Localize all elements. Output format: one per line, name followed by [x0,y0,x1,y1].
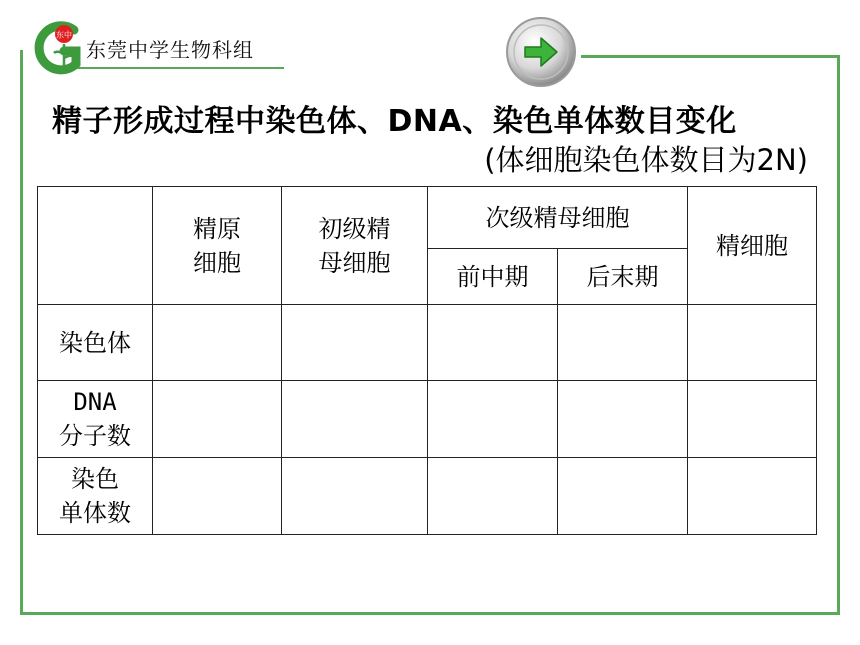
table-cell[interactable] [282,305,428,381]
frame-top-left [74,67,284,69]
table-cell[interactable] [282,381,428,458]
table-cell[interactable] [153,458,282,535]
page-title [52,96,812,140]
table-row [38,381,817,458]
title-part-1: 精子形成过程中染色体、 [52,104,388,139]
table-row [38,458,817,535]
header-secondary-early: 前中期 [428,249,558,305]
frame-right [837,55,840,615]
frame-bottom [20,612,840,615]
header-spermatogonium-line1: 精原 [193,214,241,243]
row-label-chromosome [38,305,153,381]
table-cell[interactable] [282,458,428,535]
logo-badge-text: 东中 [56,30,72,40]
table-cell[interactable] [428,305,558,381]
row-label-line: DNA [73,388,117,416]
header-secondary-late: 后末期 [558,249,688,305]
table-cell[interactable] [688,381,817,458]
row-label-chromatid [38,458,153,535]
table-cell[interactable] [153,305,282,381]
header-spermatogonium [153,187,282,305]
school-logo [30,20,90,82]
row-label-line: 染色体 [59,328,131,357]
title-part-dna: DNA [387,104,463,139]
row-label-line: 单体数 [59,499,131,527]
chromosome-count-table [37,186,817,535]
table-cell[interactable] [688,305,817,381]
header-spermatid: 精细胞 [688,187,817,305]
table-cell[interactable] [558,458,688,535]
row-label-dna [38,381,153,458]
next-button[interactable] [503,14,579,90]
header-secondary-spermatocyte: 次级精母细胞 [428,187,688,249]
header-primary-line1: 初级精 [318,214,391,243]
frame-top-right [581,55,840,58]
table-cell[interactable] [558,305,688,381]
table-cell[interactable] [428,458,558,535]
header-corner-cell [38,187,153,305]
table-cell[interactable] [428,381,558,458]
header-primary-line2: 母细胞 [318,248,391,277]
frame-left [20,50,23,615]
table-row [38,305,817,381]
header-primary-spermatocyte [282,187,428,305]
row-label-line: 染色 [71,465,119,493]
table-cell[interactable] [688,458,817,535]
header-spermatogonium-line2: 细胞 [193,248,241,277]
table-cell[interactable] [153,381,282,458]
row-label-line: 分子数 [59,422,131,450]
org-name: 东莞中学生物科组 [86,38,254,62]
table-cell[interactable] [558,381,688,458]
page-subtitle: (体细胞染色体数目为2N) [484,143,808,177]
title-part-2: 、染色单体数目变化 [462,104,737,139]
